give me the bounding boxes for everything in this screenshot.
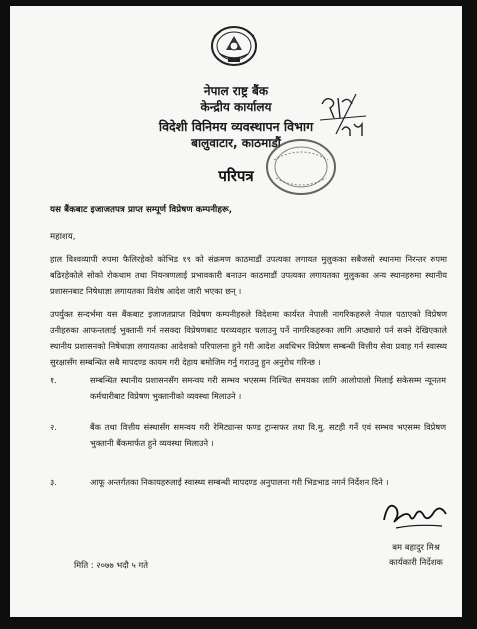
header-bank-name: नेपाल राष्ट्र बैंक — [203, 84, 269, 98]
letter-page — [10, 6, 462, 617]
list-text: सम्बन्धित स्थानीय प्रशासनसँग समन्वय गरी सम्भव भएसम्म निश्चित समयका लागि आलोपालो मिलाई सकेसम्म न्यूनतम कर्मचारीबाट विप्रेषण भुक्तानीको व्यवस्था मिलाउने । — [90, 375, 446, 401]
signatory-name: बम बहादुर मिश्र — [392, 542, 440, 552]
salutation: महाशय, — [50, 232, 76, 242]
list-text: बैंक तथा वित्तीय संस्थासँग समन्वय गरी रेमिट्यान्स फण्ड ट्रान्सफर तथा वि.मु. सटही गर्ने एवं सम्भव भएसम्म विप्रेषण भुक्तानी बैंकमार्फत हुने व्यवस्था मिलाउने । — [90, 422, 446, 448]
list-number: १. — [50, 375, 57, 385]
body-paragraph-2: उपर्युक्त सन्दर्भमा यस बैंकबाट इजाजतप्राप्त विप्रेषण कम्पनीहरुले विदेशमा कार्यरत नेपाली नागरिकहरुले नेपाल पठाएको विप्रेषण उनीहरुका आफन्तलाई भुक्तानी गर्न नसक्दा विप्रेषणबाट घरव्यवहार चलाउनु पर्ने नागरिकहरुका लागि अप्ठ्यारो पर्न सक्ने देखिएकाले स्थानीय प्रशासनको निषेधाज्ञा लगायतका आदेशको परिपालना हुने गरी आदेश अवधिभर विप्रेषण सम्बन्धी वित्तीय सेवा प्रवाह गर्न स्वास्थ्य सुरक्षासँग सम्बन्धित सबै मापदण्ड कायम गरी देहाय बमोजिम गर्नु गराउनु हुन अनुरोध गरिन्छ । — [50, 309, 447, 367]
handwritten-signature-icon — [376, 490, 456, 538]
nepal-rastra-bank-emblem-icon — [206, 24, 262, 68]
letter-date: मिति : २०७७ भदौ ५ गते — [74, 560, 149, 570]
header-address: बालुवाटार, काठमाडौं — [191, 136, 281, 150]
header-office: केन्द्रीय कार्यालय — [200, 100, 272, 114]
instruction-list-item-1 — [50, 372, 447, 406]
circular-title: परिपत्र — [218, 167, 254, 185]
body-paragraph-1: हाल विश्वव्यापी रुपमा फैलिरहेको कोभिड १९ को संक्रमण काठमाडौं उपत्यका लगायत मुलुकका सबैजसो स्थानमा निरन्तर रुपमा बढिरहेकोले सोको रोकथाम तथा नियन्त्रणलाई प्रभावकारी बनाउन काठमाडौं उपत्यका लगायतका मुलुकका अन्य स्थानहरुमा स्थानीय प्रशासनबाट निषेधाज्ञा लगायतका विशेष आदेश जारी भएका छन् । — [50, 254, 447, 296]
instruction-list-item-2 — [50, 419, 447, 453]
addressee: यस बैंकबाट इजाजतपत्र प्राप्त सम्पूर्ण विप्रेषण कम्पनीहरू, — [50, 205, 233, 215]
list-text: आफू अन्तर्गतका निकायहरुलाई स्वास्थ्य सम्बन्धी मापदण्ड अनुपालना गरी भिडभाड नगर्न निर्देशन दिने । — [90, 477, 389, 487]
signatory-title: कार्यकारी निर्देशक — [389, 557, 443, 567]
list-number: ३. — [50, 477, 57, 487]
header-department: विदेशी विनिमय व्यवस्थापन विभाग — [158, 119, 314, 134]
list-number: २. — [50, 422, 57, 432]
handwritten-reference-number-icon — [316, 90, 370, 140]
